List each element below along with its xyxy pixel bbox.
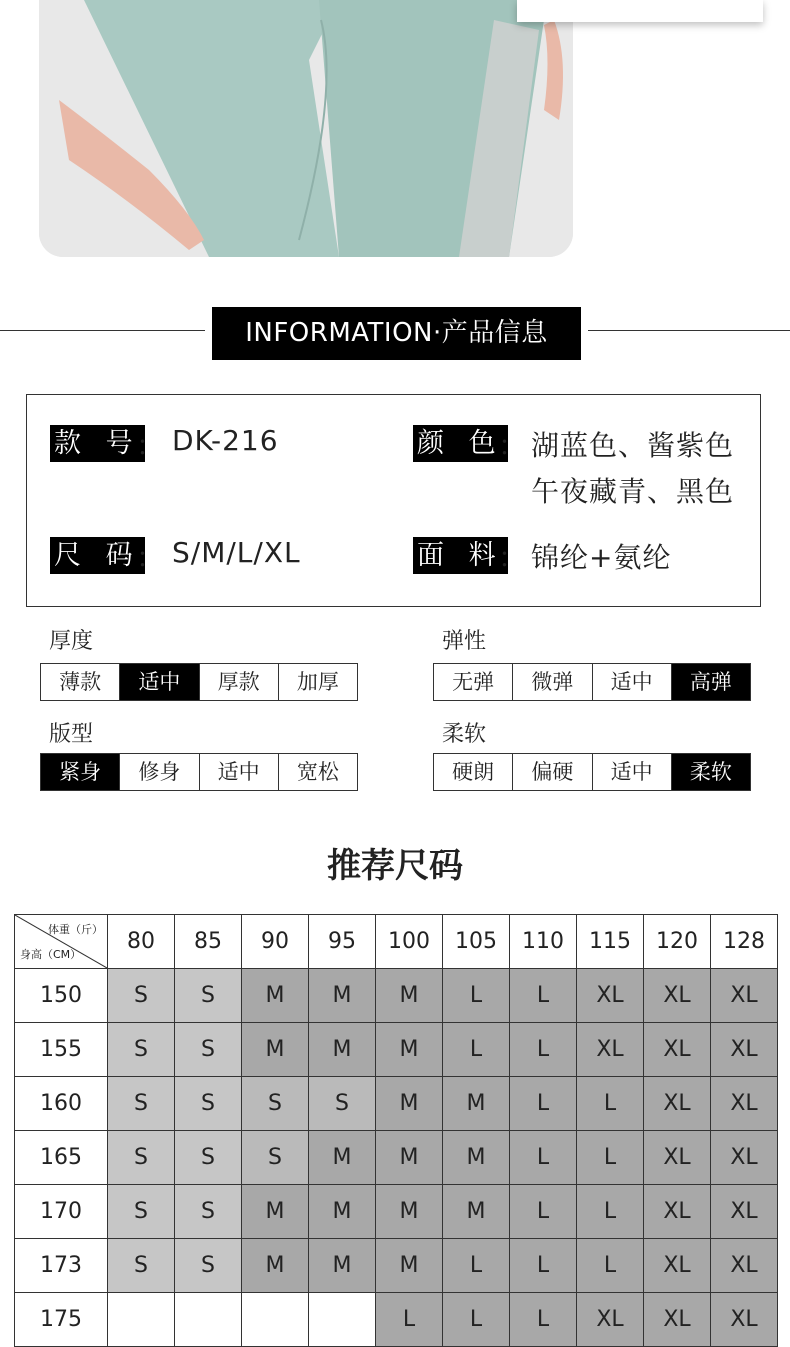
colon: ： <box>498 429 527 462</box>
size-cell: M <box>376 1185 443 1239</box>
size-cell: S <box>108 1131 175 1185</box>
fit-option: 适中 <box>199 754 278 790</box>
size-cell: S <box>175 1185 242 1239</box>
table-corner <box>15 915 108 969</box>
size-cell: M <box>309 1239 376 1293</box>
size-cell: XL <box>711 1023 778 1077</box>
size-cell: M <box>443 1077 510 1131</box>
size-cell: S <box>175 1077 242 1131</box>
size-cell: XL <box>644 1239 711 1293</box>
fit-title: 版型 <box>49 722 94 747</box>
softness-option: 偏硬 <box>512 754 591 790</box>
size-cell: XL <box>711 1239 778 1293</box>
table-row <box>15 1077 778 1131</box>
corner-weight-label: 体重（斤） <box>48 923 103 936</box>
size-cell <box>242 1293 309 1347</box>
size-cell: L <box>577 1239 644 1293</box>
thickness-title: 厚度 <box>49 629 94 654</box>
table-row <box>15 1131 778 1185</box>
table-row <box>15 1023 778 1077</box>
softness-option-selected: 柔软 <box>671 754 750 790</box>
weight-header: 115 <box>577 915 644 969</box>
height-cell: 170 <box>15 1185 108 1239</box>
weight-header: 90 <box>242 915 309 969</box>
size-cell: M <box>376 969 443 1023</box>
size-cell: L <box>510 1293 577 1347</box>
softness-option: 硬朗 <box>452 760 495 784</box>
elasticity-option-selected: 高弹 <box>671 664 750 700</box>
size-cell: M <box>376 1077 443 1131</box>
size-cell: S <box>108 969 175 1023</box>
elasticity-option: 微弹 <box>512 664 591 700</box>
size-cell: M <box>443 1185 510 1239</box>
colon: ： <box>136 541 165 574</box>
elasticity-scale <box>433 663 751 701</box>
size-table-body <box>15 969 778 1347</box>
size-cell: XL <box>711 969 778 1023</box>
size-cell: M <box>309 1185 376 1239</box>
table-row <box>15 1293 778 1347</box>
size-cell: L <box>577 1185 644 1239</box>
leggings-illustration <box>39 0 573 257</box>
size-cell: L <box>510 969 577 1023</box>
recommend-size-title: 推荐尺码 <box>327 846 463 886</box>
size-cell <box>175 1293 242 1347</box>
weight-header: 105 <box>443 915 510 969</box>
height-cell: 150 <box>15 969 108 1023</box>
thickness-option-selected: 适中 <box>119 664 198 700</box>
divider-left <box>0 330 205 331</box>
size-cell: XL <box>644 1293 711 1347</box>
thickness-scale <box>40 663 358 701</box>
height-cell: 155 <box>15 1023 108 1077</box>
size-cell: M <box>309 969 376 1023</box>
thickness-option: 厚款 <box>199 664 278 700</box>
size-cell: XL <box>577 1023 644 1077</box>
height-cell: 175 <box>15 1293 108 1347</box>
thickness-option: 加厚 <box>278 664 357 700</box>
size-cell: M <box>376 1131 443 1185</box>
size-cell: M <box>242 1185 309 1239</box>
product-photo <box>39 0 573 257</box>
weight-header: 120 <box>644 915 711 969</box>
size-cell: M <box>376 1023 443 1077</box>
size-cell: S <box>242 1077 309 1131</box>
section-title: INFORMATION·产品信息 <box>212 307 581 360</box>
table-row <box>15 1239 778 1293</box>
size-cell: S <box>175 1131 242 1185</box>
colon: ： <box>136 429 165 462</box>
weight-header: 110 <box>510 915 577 969</box>
color-label: 颜 色 <box>413 425 508 462</box>
size-cell: S <box>175 1239 242 1293</box>
size-cell: L <box>510 1131 577 1185</box>
corner-height-label: 身高（CM） <box>20 948 82 961</box>
size-cell: XL <box>644 969 711 1023</box>
size-cell: XL <box>711 1185 778 1239</box>
colon: ： <box>498 541 527 574</box>
size-cell: S <box>108 1239 175 1293</box>
size-cell: L <box>376 1293 443 1347</box>
fit-option: 宽松 <box>278 754 357 790</box>
thickness-option: 薄款 <box>59 670 102 694</box>
height-cell: 165 <box>15 1131 108 1185</box>
elasticity-title: 弹性 <box>442 629 487 654</box>
softness-title: 柔软 <box>442 722 487 747</box>
size-value: S/M/L/XL <box>172 536 301 569</box>
size-cell: XL <box>711 1077 778 1131</box>
size-tag-card <box>517 0 763 22</box>
fabric-label: 面 料 <box>413 537 508 574</box>
softness-scale <box>433 753 751 791</box>
elasticity-option: 适中 <box>592 664 671 700</box>
size-cell: XL <box>711 1293 778 1347</box>
fit-option-selected: 紧身 <box>41 754 119 790</box>
divider-right <box>588 330 790 331</box>
size-cell: M <box>242 969 309 1023</box>
size-cell: L <box>443 1293 510 1347</box>
size-cell: L <box>443 1023 510 1077</box>
size-cell: XL <box>644 1185 711 1239</box>
size-table <box>14 914 778 1347</box>
fabric-value: 锦纶+氨纶 <box>531 541 672 574</box>
weight-header: 128 <box>711 915 778 969</box>
size-cell: M <box>242 1023 309 1077</box>
fit-scale <box>40 753 358 791</box>
weight-header: 95 <box>309 915 376 969</box>
weight-header: 85 <box>175 915 242 969</box>
softness-option: 适中 <box>592 754 671 790</box>
size-cell <box>108 1293 175 1347</box>
size-cell: XL <box>644 1023 711 1077</box>
size-cell: S <box>242 1131 309 1185</box>
size-cell: S <box>108 1077 175 1131</box>
style-number-value: DK-216 <box>172 424 279 457</box>
height-cell: 173 <box>15 1239 108 1293</box>
size-cell: XL <box>644 1077 711 1131</box>
size-cell: S <box>175 969 242 1023</box>
size-cell: XL <box>577 1293 644 1347</box>
size-cell: XL <box>711 1131 778 1185</box>
weight-header-row <box>15 915 778 969</box>
style-number-label: 款 号 <box>50 425 145 462</box>
table-row <box>15 969 778 1023</box>
size-cell: L <box>443 969 510 1023</box>
size-cell: XL <box>644 1131 711 1185</box>
size-cell: L <box>443 1239 510 1293</box>
size-cell: M <box>309 1131 376 1185</box>
size-cell: L <box>510 1239 577 1293</box>
size-cell: M <box>376 1239 443 1293</box>
size-label: 尺 码 <box>50 537 145 574</box>
size-cell: M <box>309 1023 376 1077</box>
color-value-line2: 午夜藏青、黑色 <box>531 475 735 508</box>
weight-header: 100 <box>376 915 443 969</box>
size-cell: S <box>108 1023 175 1077</box>
size-cell: M <box>242 1239 309 1293</box>
size-cell: XL <box>577 969 644 1023</box>
size-cell: M <box>443 1131 510 1185</box>
elasticity-option: 无弹 <box>452 670 495 694</box>
table-row <box>15 1185 778 1239</box>
size-cell <box>309 1293 376 1347</box>
fit-option: 修身 <box>119 754 198 790</box>
size-cell: S <box>108 1185 175 1239</box>
size-cell: S <box>309 1077 376 1131</box>
size-cell: L <box>577 1131 644 1185</box>
height-cell: 160 <box>15 1077 108 1131</box>
size-cell: L <box>510 1077 577 1131</box>
size-cell: L <box>577 1077 644 1131</box>
weight-header: 80 <box>108 915 175 969</box>
size-cell: L <box>510 1185 577 1239</box>
color-value-line1: 湖蓝色、酱紫色 <box>531 429 735 462</box>
size-cell: L <box>510 1023 577 1077</box>
size-cell: S <box>175 1023 242 1077</box>
